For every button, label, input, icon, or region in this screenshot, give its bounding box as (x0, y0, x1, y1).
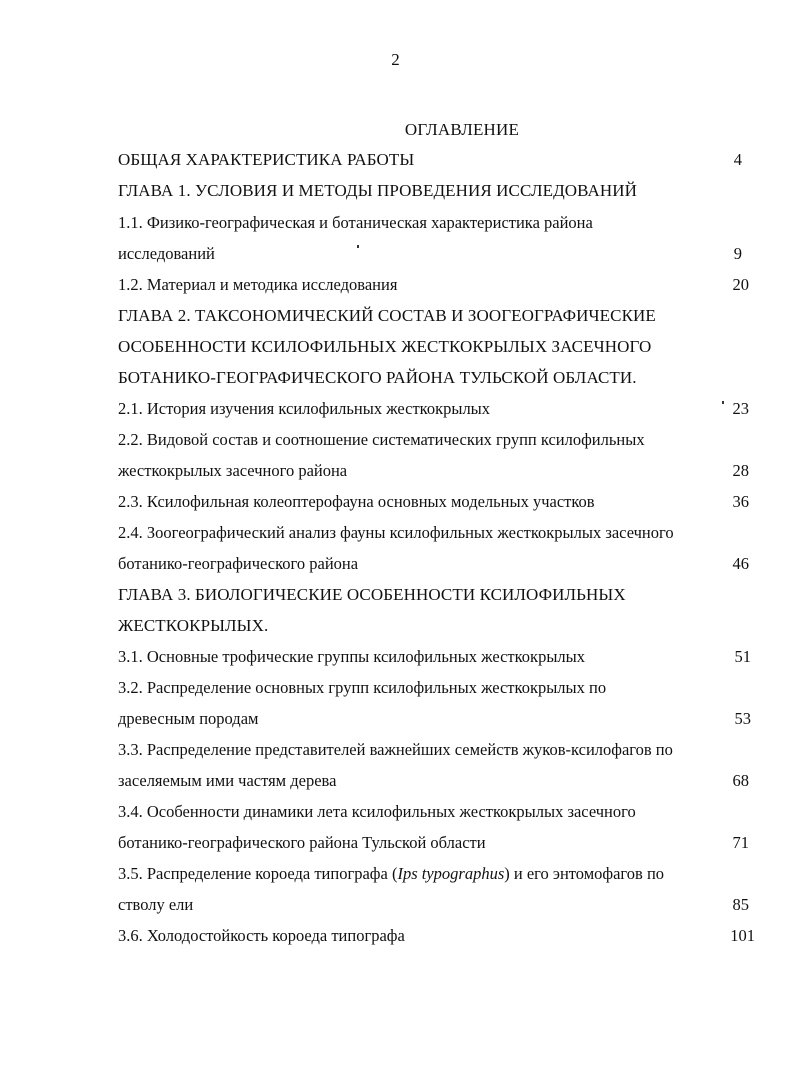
toc-chapter-2-cont2: БОТАНИКО-ГЕОГРАФИЧЕСКОГО РАЙОНА ТУЛЬСКОЙ ОБЛАСТИ. (118, 368, 637, 387)
toc-entry-3-2-cont: древесным породам (118, 709, 259, 728)
toc-title: ОГЛАВЛЕНИЕ (404, 120, 520, 139)
toc-entry-3-3: 3.3. Распределение представителей важнейших семейств жуков-ксилофагов по (118, 740, 673, 759)
toc-entry-3-5-pre: 3.5. Распределение короеда типографа ( (118, 864, 398, 883)
toc-page-2-2: 28 (732, 461, 749, 480)
toc-entry-2-2-cont: жесткокрылых засечного района (118, 461, 348, 480)
toc-page-3-5: 85 (732, 895, 749, 914)
toc-entry-2-4: 2.4. Зоогеографический анализ фауны ксилофильных жесткокрылых засечного (118, 523, 674, 542)
toc-chapter-1: ГЛАВА 1. УСЛОВИЯ И МЕТОДЫ ПРОВЕДЕНИЯ ИССЛЕДОВАНИЙ (118, 181, 638, 200)
toc-entry-2-1: 2.1. История изучения ксилофильных жесткокрылых (118, 399, 491, 418)
toc-entry-3-4: 3.4. Особенности динамики лета ксилофильных жесткокрылых засечного (118, 802, 636, 821)
toc-page-2-4: 46 (732, 554, 749, 573)
page-number: 2 (391, 50, 400, 69)
toc-page-1-2: 20 (732, 275, 749, 294)
toc-entry-3-6: 3.6. Холодостойкость короеда типографа (118, 926, 405, 945)
toc-entry-1-1-cont: исследований (118, 244, 215, 263)
toc-entry-2-2: 2.2. Видовой состав и соотношение систематических групп ксилофильных (118, 430, 645, 449)
toc-page-1-1: 9 (733, 244, 742, 263)
toc-chapter-2-cont1: ОСОБЕННОСТИ КСИЛОФИЛЬНЫХ ЖЕСТКОКРЫЛЫХ ЗАСЕЧНОГО (118, 337, 652, 356)
toc-page-general: 4 (733, 150, 742, 169)
toc-entry-3-1: 3.1. Основные трофические группы ксилофильных жесткокрылых (118, 647, 585, 666)
toc-page-2-1: 23 (732, 399, 749, 418)
toc-entry-3-4-cont: ботанико-географического района Тульской области (118, 833, 486, 852)
toc-page-2-3: 36 (732, 492, 749, 511)
toc-entry-2-3: 2.3. Ксилофильная колеоптерофауна основных модельных участков (118, 492, 595, 511)
toc-entry-1-1: 1.1. Физико-географическая и ботаническая характеристика района (118, 213, 593, 232)
toc-chapter-3-cont: ЖЕСТКОКРЫЛЫХ. (118, 616, 269, 635)
toc-chapter-3: ГЛАВА 3. БИОЛОГИЧЕСКИЕ ОСОБЕННОСТИ КСИЛОФИЛЬНЫХ (118, 585, 626, 604)
toc-entry-general: ОБЩАЯ ХАРАКТЕРИСТИКА РАБОТЫ (118, 150, 415, 169)
toc-entry-2-4-cont: ботанико-географического района (118, 554, 359, 573)
species-name: Ips typographus (397, 864, 505, 883)
toc-page-3-1: 51 (734, 647, 751, 666)
toc-page-3-3: 68 (732, 771, 749, 790)
toc-entry-3-5-post: ) и его энтомофагов по (504, 864, 665, 883)
scan-speck (722, 401, 724, 404)
toc-entry-1-2: 1.2. Материал и методика исследования (118, 275, 398, 294)
toc-entry-3-3-cont: заселяемым ими частям дерева (118, 771, 337, 790)
toc-chapter-2: ГЛАВА 2. ТАКСОНОМИЧЕСКИЙ СОСТАВ И ЗООГЕОГРАФИЧЕСКИЕ (118, 306, 656, 325)
toc-entry-3-2: 3.2. Распределение основных групп ксилофильных жесткокрылых по (118, 678, 607, 697)
toc-page-3-6: 101 (730, 926, 755, 945)
toc-page-3-2: 53 (734, 709, 751, 728)
toc-entry-3-5 (118, 864, 664, 884)
toc-page-3-4: 71 (732, 833, 749, 852)
toc-entry-3-5-cont: стволу ели (118, 895, 194, 914)
scan-speck (357, 245, 359, 248)
